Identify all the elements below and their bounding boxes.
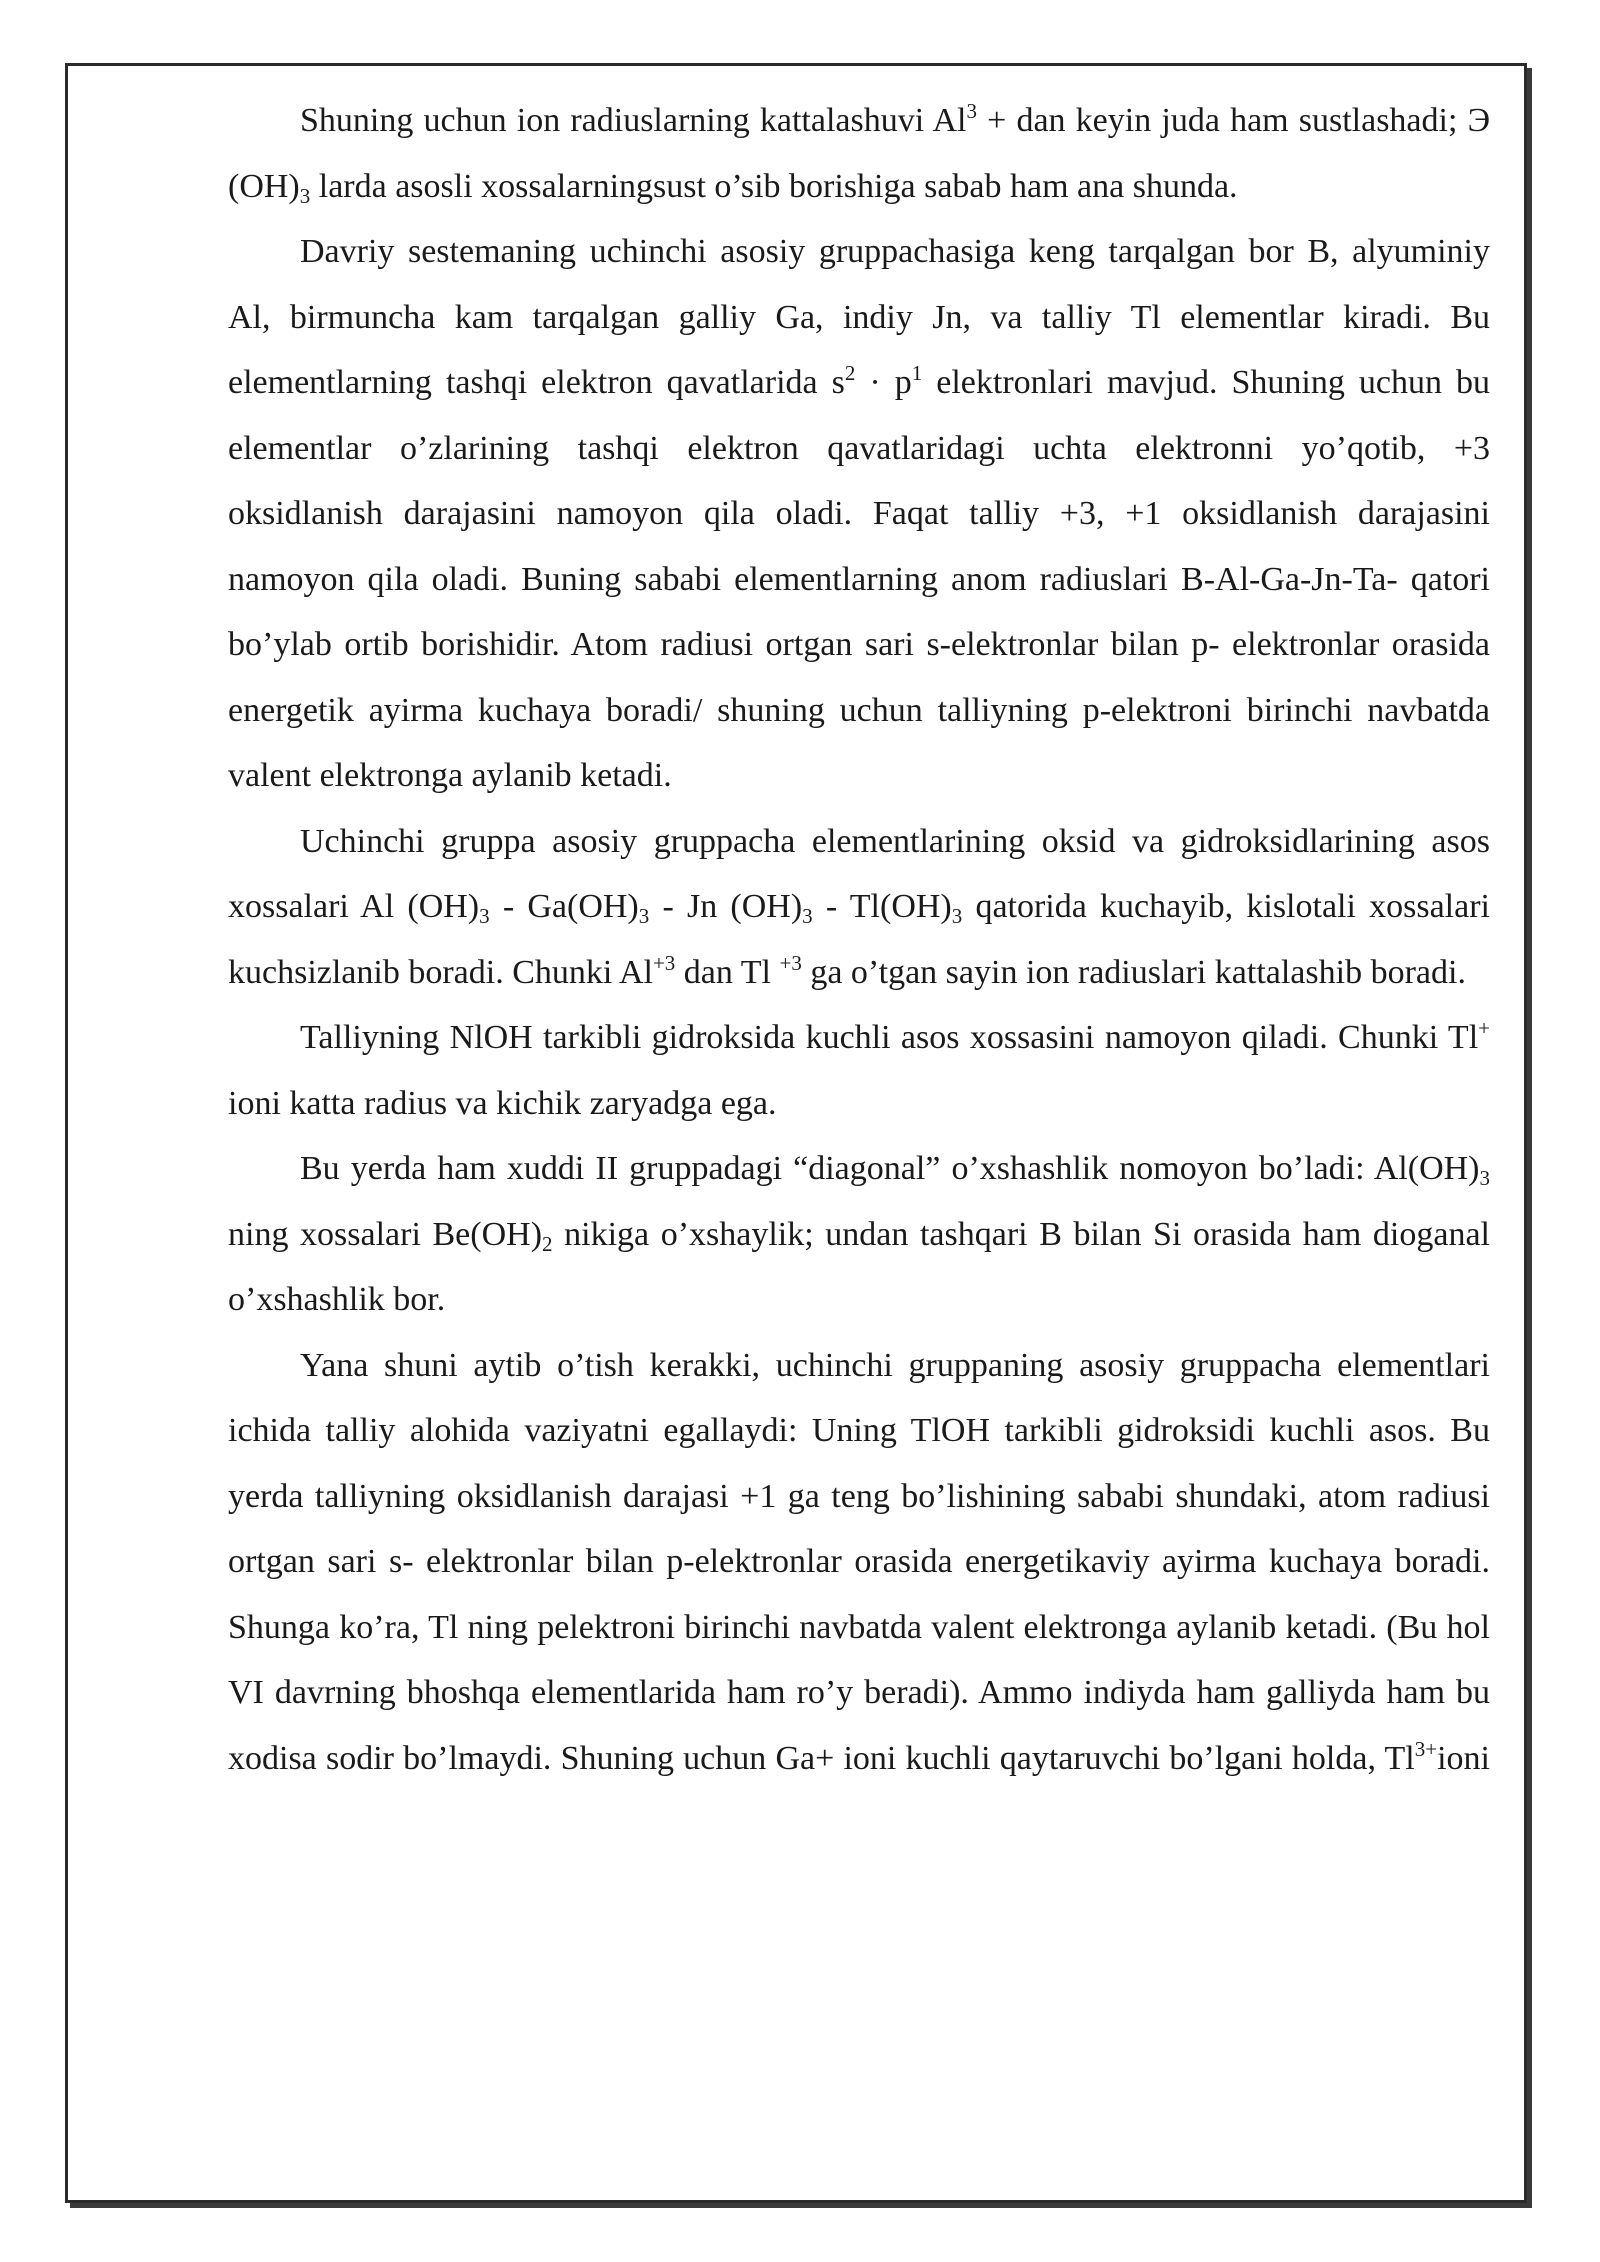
subscript: 3	[802, 904, 813, 928]
superscript: 1	[911, 361, 923, 385]
superscript: +3	[652, 950, 676, 975]
text-run: - Jn (OH)	[649, 888, 803, 925]
subscript: 3	[951, 904, 963, 928]
paragraph-4	[228, 1005, 1490, 1136]
paragraph-6	[228, 1333, 1490, 1792]
text-run: nikiga o’xshaylik; undan tashqari B bilan Si orasida ham dioganal o’xshashlik bor.	[228, 1215, 1491, 1318]
text-run: Davriy sestemaning uchinchi asosiy gruppachasiga keng tarqalgan bor B, alyuminiy Al, birmuncha kam tarqalgan galliy Ga, indiy Jn, va talliy Tl elementlar kiradi. Bu elementlarning tashqi elektron qavatlarida s	[228, 233, 1490, 401]
subscript: 3	[638, 904, 650, 928]
text-run: ga o’tgan sayin ion radiuslari kattalashib boradi.	[801, 953, 1466, 991]
text-run: dan Tl	[675, 953, 780, 991]
text-run: + dan keyin juda ham sustlashadi; Э (OH)	[228, 102, 1491, 205]
paragraph-3	[228, 809, 1490, 1006]
text-run: ioni	[1437, 1739, 1490, 1777]
text-run: Uchinchi gruppa asosiy gruppacha elementlarining oksid va gidroksidlarining asos xossalari Al (OH)	[228, 822, 1490, 925]
text-run: Yana shuni aytib o’tish kerakki, uchinchi gruppaning asosiy gruppacha elementlari ichida talliy alohida vaziyatni egallaydi: Uning TlOH tarkibli gidroksidi kuchli asos. Bu yerda talliyning oksidlanish darajasi +1 ga teng bo’lishining sababi shundaki, atom radiusi ortgan sari s- elektronlar bilan p-elektronlar orasida energetikaviy ayirma kuchaya boradi. Shunga ko’ra, Tl ning pelektroni birinchi navbatda valent elektronga aylanib ketadi. (Bu hol VI davrning bhoshqa elementlarida ham ro’y beradi). Ammo indiyda ham galliyda ham bu xodisa sodir bo’lmaydi. Shuning uchun Ga+ ioni kuchli qaytaruvchi bo’lgani holda, Tl	[228, 1346, 1490, 1777]
text-run: larda asosli xossalarningsust o’sib borishiga sabab ham ana shunda.	[310, 167, 1238, 205]
superscript: 3+	[1414, 1736, 1438, 1761]
text-run: qatorida kuchayib, kislotali xossalari kuchsizlanib boradi. Chunki Al	[228, 888, 1490, 991]
text-run: Shuning uchun ion radiuslarning kattalashuvi Al	[300, 102, 967, 139]
subscript: 3	[1479, 1166, 1490, 1190]
subscript: 2	[542, 1231, 553, 1256]
text-run: - Tl(OH)	[812, 888, 952, 925]
text-run: Bu yerda ham xuddi II gruppadagi “diagonal” o’xshashlik nomoyon bo’ladi: Al(OH)	[300, 1150, 1480, 1187]
document-body	[228, 88, 1490, 1791]
superscript: 3	[966, 99, 977, 123]
text-run: · p	[855, 364, 912, 401]
text-run: ioni katta radius va kichik zaryadga ega.	[228, 1084, 777, 1122]
text-run: Talliyning NlOH tarkibli gidroksida kuchli asos xossasini namoyon qiladi. Chunki Tl	[300, 1019, 1479, 1056]
superscript: +	[1478, 1016, 1490, 1040]
paragraph-5	[228, 1136, 1490, 1333]
text-run: - Ga(OH)	[489, 888, 639, 925]
text-run: elektronlari mavjud. Shuning uchun bu elementlar o’zlarining tashqi elektron qavatlaridagi uchta elektronni yo’qotib, +3 oksidlanish darajasini namoyon qila oladi. Faqat talliy +3, +1 oksidlanish darajasini namoyon qila oladi. Buning sababi elementlarning anom radiuslari B-Al-Ga-Jn-Ta- qatori bo’ylab ortib borishidir. Atom radiusi ortgan sari s-elektronlar bilan p- elektronlar orasida energetik ayirma kuchaya boradi/ shuning uchun talliyning p-elektroni birinchi navbatda valent elektronga aylanib ketadi.	[228, 364, 1490, 794]
subscript: 3	[479, 904, 490, 928]
superscript: +3	[779, 950, 802, 975]
subscript: 3	[299, 183, 311, 208]
text-run: ning xossalari Be(OH)	[228, 1215, 543, 1253]
paragraph-2	[228, 219, 1490, 809]
paragraph-1	[228, 88, 1490, 219]
superscript: 2	[844, 361, 856, 385]
